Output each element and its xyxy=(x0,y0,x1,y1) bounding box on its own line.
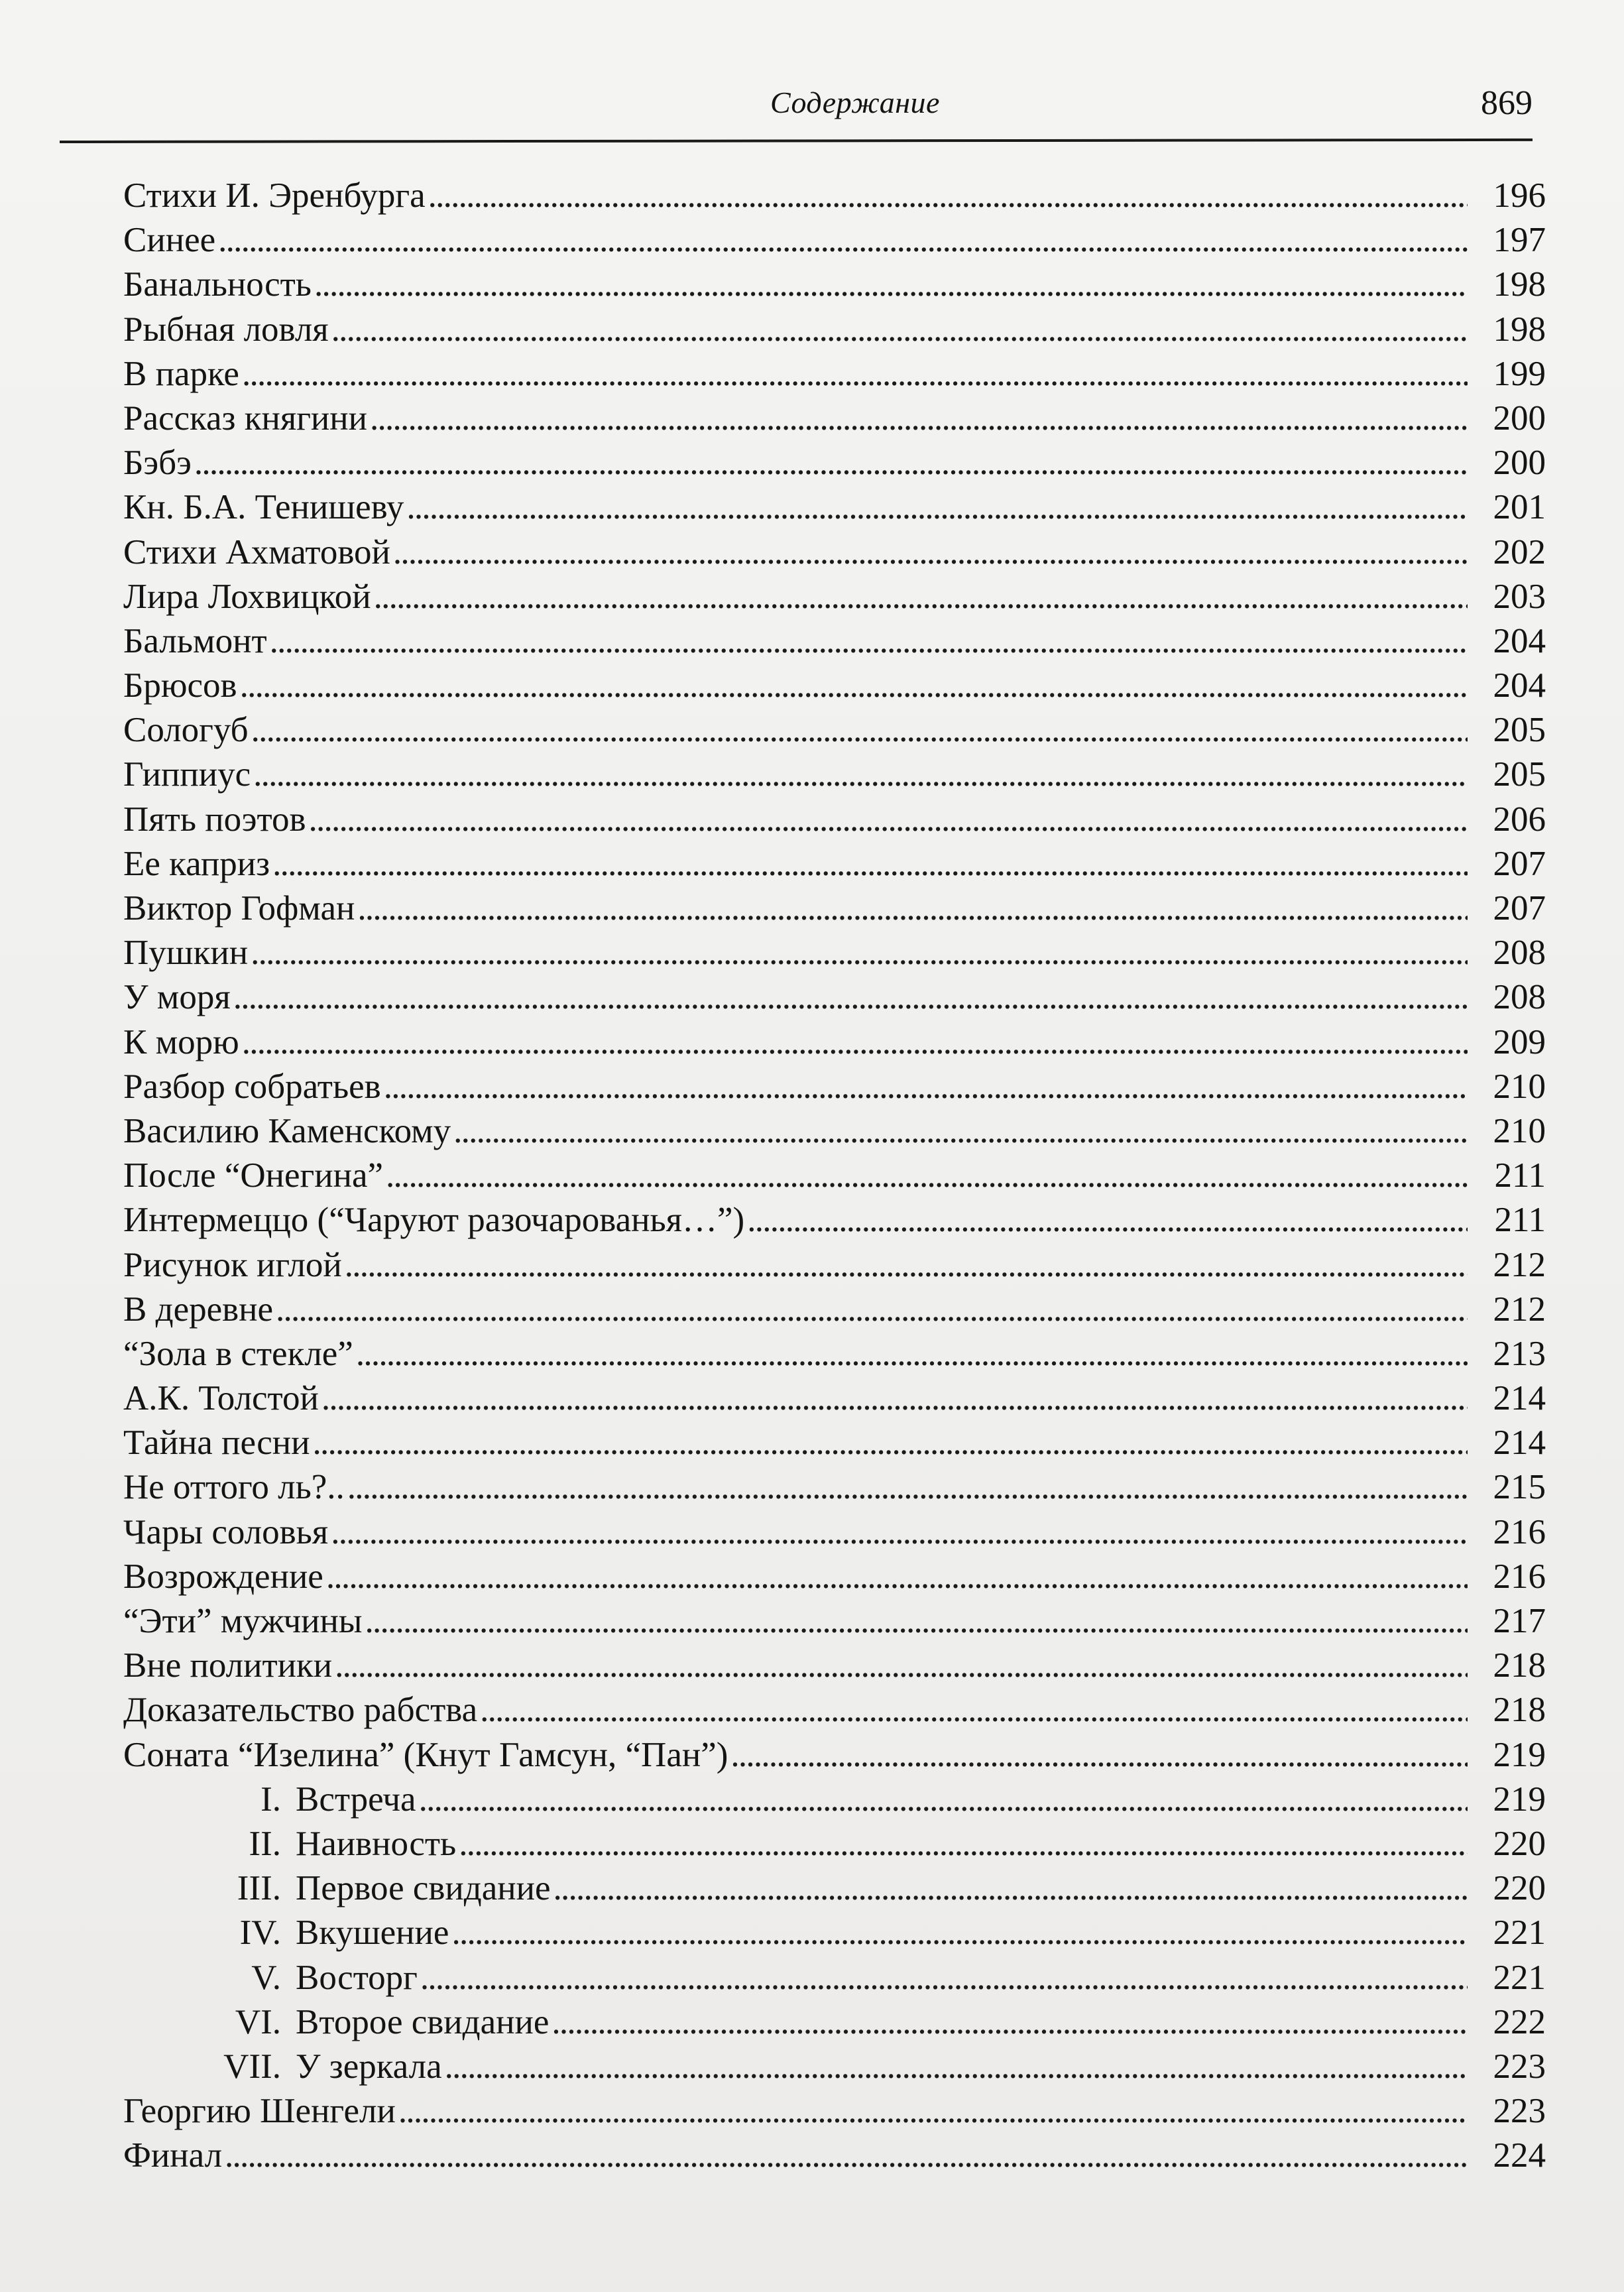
toc-leader-dots xyxy=(356,1332,1468,1376)
toc-entry-left xyxy=(123,1911,449,1955)
toc-entry-title: Вкушение xyxy=(296,1913,449,1953)
toc-entry-left xyxy=(123,2045,442,2089)
toc-entry-page: 218 xyxy=(1493,1691,1546,1730)
toc-entry-title: Наивность xyxy=(296,1824,457,1863)
toc-roman-numeral: VII. xyxy=(223,2047,281,2086)
toc-entry-page: 218 xyxy=(1493,1646,1546,1685)
toc-entry-title: Второе свидание xyxy=(296,2002,550,2041)
toc-entry[interactable] xyxy=(123,1332,1555,1376)
toc-entry-title: У зеркала xyxy=(296,2047,442,2086)
header-rule xyxy=(60,139,1533,143)
toc-entry-left xyxy=(123,1465,345,1510)
toc-leader-dots xyxy=(393,530,1468,575)
toc-subentry[interactable] xyxy=(123,1911,1555,1955)
toc-entry-title: Пять поэтов xyxy=(123,800,306,839)
toc-leader-dots xyxy=(451,1911,1468,1955)
toc-leader-dots xyxy=(459,1822,1468,1866)
toc-entry-left xyxy=(123,1555,323,1599)
toc-entry-page: 205 xyxy=(1493,755,1546,794)
toc-entry-title: Тайна песни xyxy=(123,1423,310,1463)
toc-entry-left xyxy=(123,664,237,708)
toc-entry-page: 208 xyxy=(1493,978,1546,1017)
toc-entry-title: Доказательство рабства xyxy=(123,1691,478,1730)
toc-entry-left xyxy=(123,218,215,263)
toc-leader-dots xyxy=(406,485,1468,530)
toc-entry[interactable] xyxy=(123,664,1555,708)
toc-entry[interactable] xyxy=(123,975,1555,1020)
toc-leader-dots xyxy=(747,1198,1468,1242)
toc-leader-dots xyxy=(374,575,1468,619)
toc-entry-left xyxy=(123,1510,328,1555)
toc-entry-page: 214 xyxy=(1493,1379,1546,1418)
toc-entry[interactable] xyxy=(123,1644,1555,1688)
toc-entry-page: 222 xyxy=(1493,2002,1546,2041)
toc-entry-left xyxy=(123,575,371,619)
toc-leader-dots xyxy=(345,1243,1468,1288)
toc-entry-page: 213 xyxy=(1493,1334,1546,1373)
toc-entry-title: Бальмонт xyxy=(123,621,267,660)
toc-entry-page: 199 xyxy=(1493,354,1546,393)
toc-leader-dots xyxy=(225,2134,1468,2178)
table-of-contents xyxy=(123,174,1555,2178)
toc-entry-title: Василию Каменскому xyxy=(123,1111,451,1150)
toc-leader-dots xyxy=(240,664,1468,708)
page-number: 869 xyxy=(1481,84,1533,122)
toc-entry-left xyxy=(123,753,251,797)
toc-entry-title: Вне политики xyxy=(123,1646,333,1685)
toc-entry-left xyxy=(123,1020,239,1065)
toc-leader-dots xyxy=(233,975,1468,1020)
toc-entry-left xyxy=(123,1198,744,1242)
toc-entry-title: Первое свидание xyxy=(296,1869,551,1908)
toc-roman-numeral: III. xyxy=(237,1869,281,1908)
toc-entry-left xyxy=(123,931,248,975)
toc-leader-dots xyxy=(551,2000,1468,2045)
toc-entry-page: 214 xyxy=(1493,1423,1546,1463)
toc-leader-dots xyxy=(357,886,1468,931)
toc-entry-left xyxy=(123,708,249,753)
toc-entry[interactable] xyxy=(123,263,1555,307)
toc-entry-left xyxy=(123,1599,362,1644)
toc-entry-left xyxy=(123,352,239,396)
toc-entry[interactable] xyxy=(123,2089,1555,2134)
toc-entry-page: 209 xyxy=(1493,1022,1546,1061)
toc-entry-left xyxy=(123,2000,549,2045)
toc-entry-page: 204 xyxy=(1493,621,1546,660)
toc-entry[interactable] xyxy=(123,485,1555,530)
toc-entry-title: В деревне xyxy=(123,1290,274,1329)
toc-entry-title: Рисунок иглой xyxy=(123,1245,342,1284)
toc-entry-left xyxy=(123,530,390,575)
toc-leader-dots xyxy=(242,1020,1468,1065)
toc-entry-title: В парке xyxy=(123,354,239,393)
toc-entry-title: Рассказ княгини xyxy=(123,398,368,438)
toc-leader-dots xyxy=(218,218,1468,263)
toc-entry-title: “Эти” мужчины xyxy=(123,1602,363,1640)
toc-entry[interactable] xyxy=(123,708,1555,753)
toc-entry-page: 198 xyxy=(1493,310,1546,349)
toc-entry-title: Финал xyxy=(123,2136,223,2175)
toc-subentry[interactable] xyxy=(123,1866,1555,1911)
toc-roman-numeral: I. xyxy=(261,1779,281,1819)
toc-subentry[interactable] xyxy=(123,1822,1555,1866)
toc-entry-title: Интермеццо (“Чаруют разочарованья…”) xyxy=(123,1201,745,1240)
toc-entry-left xyxy=(123,1421,310,1465)
toc-entry[interactable] xyxy=(123,1109,1555,1154)
toc-entry-page: 219 xyxy=(1493,1735,1546,1774)
toc-entry-page: 207 xyxy=(1493,889,1546,928)
toc-entry-page: 212 xyxy=(1493,1245,1546,1284)
toc-entry-page: 211 xyxy=(1494,1201,1546,1240)
toc-leader-dots xyxy=(730,1733,1468,1778)
toc-entry-page: 206 xyxy=(1493,800,1546,839)
toc-leader-dots xyxy=(480,1688,1468,1732)
toc-entry[interactable] xyxy=(123,1154,1555,1198)
toc-entry[interactable] xyxy=(123,1555,1555,1599)
toc-entry[interactable] xyxy=(123,575,1555,619)
toc-leader-dots xyxy=(370,396,1468,441)
toc-subentry[interactable] xyxy=(123,2000,1555,2045)
toc-entry-left xyxy=(123,1332,353,1376)
toc-entry-left xyxy=(123,485,404,530)
toc-entry-page: 220 xyxy=(1493,1869,1546,1908)
toc-entry-left xyxy=(123,1243,342,1288)
toc-entry-left xyxy=(123,174,426,218)
toc-entry[interactable] xyxy=(123,1376,1555,1421)
toc-leader-dots xyxy=(347,1465,1468,1510)
toc-entry-title: Брюсов xyxy=(123,666,237,705)
toc-entry-title: Возрождение xyxy=(123,1557,323,1596)
toc-entry-left xyxy=(123,1822,456,1866)
toc-entry-page: 211 xyxy=(1494,1156,1546,1195)
toc-entry[interactable] xyxy=(123,352,1555,396)
toc-entry-left xyxy=(123,2134,222,2178)
toc-entry-page: 216 xyxy=(1493,1512,1546,1551)
toc-entry[interactable] xyxy=(123,396,1555,441)
toc-entry-page: 204 xyxy=(1493,666,1546,705)
toc-entry-left xyxy=(123,1109,451,1154)
toc-leader-dots xyxy=(308,798,1468,842)
toc-entry[interactable] xyxy=(123,619,1555,664)
toc-entry-title: Гиппиус xyxy=(123,755,251,794)
toc-entry-left xyxy=(123,1866,551,1911)
toc-entry-left xyxy=(123,263,312,307)
toc-entry-page: 202 xyxy=(1493,532,1546,572)
toc-entry-title: Георгию Шенгели xyxy=(123,2092,396,2131)
toc-leader-dots xyxy=(272,842,1468,886)
toc-entry-title: Стихи Ахматовой xyxy=(123,532,390,572)
toc-entry-title: После “Онегина” xyxy=(123,1156,384,1195)
toc-entry[interactable] xyxy=(123,1510,1555,1555)
toc-entry-page: 197 xyxy=(1493,221,1546,260)
toc-entry-left xyxy=(123,1956,418,2000)
running-title: Содержание xyxy=(770,86,940,119)
toc-entry-page: 203 xyxy=(1493,577,1546,616)
toc-roman-numeral: II. xyxy=(249,1824,281,1863)
toc-entry-page: 198 xyxy=(1493,265,1546,304)
toc-entry-page: 200 xyxy=(1493,398,1546,438)
toc-entry-title: Кн. Б.А. Тенишеву xyxy=(123,488,404,527)
toc-entry-title: Стихи И. Эренбурга xyxy=(123,176,426,215)
toc-entry[interactable] xyxy=(123,2134,1555,2178)
toc-entry-title: К морю xyxy=(123,1022,239,1061)
toc-entry-page: 200 xyxy=(1493,444,1546,483)
toc-entry[interactable] xyxy=(123,441,1555,485)
toc-entry[interactable] xyxy=(123,931,1555,975)
toc-entry-left xyxy=(123,2089,396,2134)
toc-leader-dots xyxy=(253,753,1468,797)
toc-leader-dots xyxy=(321,1376,1468,1421)
toc-leader-dots xyxy=(335,1644,1468,1688)
toc-entry-left xyxy=(123,886,355,931)
toc-entry-title: Чары соловья xyxy=(123,1512,329,1551)
toc-entry-page: 210 xyxy=(1493,1111,1546,1150)
toc-entry[interactable] xyxy=(123,1198,1555,1242)
toc-entry-title: Виктор Гофман xyxy=(123,889,355,928)
toc-entry-left xyxy=(123,1733,728,1778)
toc-leader-dots xyxy=(331,308,1468,352)
toc-leader-dots xyxy=(445,2045,1468,2089)
toc-entry-left xyxy=(123,1376,319,1421)
toc-entry-page: 205 xyxy=(1493,711,1546,750)
toc-subentry[interactable] xyxy=(123,2045,1555,2089)
toc-entry-page: 223 xyxy=(1493,2092,1546,2131)
toc-entry-left xyxy=(123,1688,477,1732)
toc-entry[interactable] xyxy=(123,1599,1555,1644)
toc-entry-page: 219 xyxy=(1493,1779,1546,1819)
toc-entry-page: 216 xyxy=(1493,1557,1546,1596)
toc-entry-page: 207 xyxy=(1493,844,1546,883)
toc-entry[interactable] xyxy=(123,1020,1555,1065)
toc-entry-title: Разбор собратьев xyxy=(123,1067,381,1106)
toc-leader-dots xyxy=(251,708,1468,753)
toc-entry-page: 223 xyxy=(1493,2047,1546,2086)
toc-entry-title: Встреча xyxy=(296,1779,416,1819)
toc-entry-left xyxy=(123,1778,416,1822)
toc-entry-title: Пушкин xyxy=(123,934,249,973)
toc-entry-title: Банальность xyxy=(123,265,312,304)
toc-leader-dots xyxy=(420,1956,1468,2000)
toc-entry[interactable] xyxy=(123,308,1555,352)
toc-leader-dots xyxy=(553,1866,1468,1911)
toc-entry[interactable] xyxy=(123,1733,1555,1778)
toc-leader-dots xyxy=(314,263,1468,307)
toc-entry-left xyxy=(123,1288,273,1332)
toc-entry-left xyxy=(123,396,367,441)
toc-entry-title: Соната “Изелина” (Кнут Гамсун, “Пан”) xyxy=(123,1735,728,1774)
toc-leader-dots xyxy=(251,931,1468,975)
toc-entry[interactable] xyxy=(123,1065,1555,1109)
toc-entry-title: Лира Лохвицкой xyxy=(123,577,371,616)
toc-leader-dots xyxy=(384,1065,1468,1109)
toc-leader-dots xyxy=(194,441,1468,485)
toc-entry[interactable] xyxy=(123,886,1555,931)
toc-leader-dots xyxy=(276,1288,1468,1332)
toc-entry[interactable] xyxy=(123,174,1555,218)
toc-entry[interactable] xyxy=(123,842,1555,886)
toc-entry[interactable] xyxy=(123,753,1555,797)
toc-roman-numeral: V. xyxy=(251,1958,281,1997)
toc-entry-title: А.К. Толстой xyxy=(123,1379,319,1418)
toc-roman-numeral: IV. xyxy=(239,1913,281,1953)
toc-leader-dots xyxy=(242,352,1468,396)
toc-entry-title: Не оттого ль?.. xyxy=(123,1468,345,1507)
toc-entry[interactable] xyxy=(123,218,1555,263)
toc-entry-title: У моря xyxy=(123,978,231,1017)
toc-entry-page: 212 xyxy=(1493,1290,1546,1329)
toc-leader-dots xyxy=(326,1555,1468,1599)
toc-entry-title: Восторг xyxy=(296,1958,418,1997)
toc-entry-page: 217 xyxy=(1493,1602,1546,1640)
toc-entry-title: “Зола в стекле” xyxy=(123,1334,353,1373)
toc-entry-title: Синее xyxy=(123,221,216,260)
toc-entry-left xyxy=(123,798,306,842)
toc-entry-page: 210 xyxy=(1493,1067,1546,1106)
toc-leader-dots xyxy=(398,2089,1468,2134)
toc-entry[interactable] xyxy=(123,1288,1555,1332)
toc-entry-left xyxy=(123,1154,383,1198)
toc-entry-left xyxy=(123,441,192,485)
toc-entry[interactable] xyxy=(123,798,1555,842)
toc-entry-page: 196 xyxy=(1493,176,1546,215)
toc-roman-numeral: VI. xyxy=(235,2002,281,2041)
toc-entry-page: 208 xyxy=(1493,934,1546,973)
toc-entry[interactable] xyxy=(123,1465,1555,1510)
toc-entry-title: Бэбэ xyxy=(123,444,192,483)
toc-entry-left xyxy=(123,619,267,664)
toc-leader-dots xyxy=(270,619,1468,664)
toc-leader-dots xyxy=(331,1510,1468,1555)
toc-leader-dots xyxy=(453,1109,1468,1154)
toc-subentry[interactable] xyxy=(123,1956,1555,2000)
toc-entry-left xyxy=(123,1065,381,1109)
toc-leader-dots xyxy=(365,1599,1468,1644)
toc-entry-page: 221 xyxy=(1493,1913,1546,1953)
toc-leader-dots xyxy=(386,1154,1468,1198)
toc-entry-left xyxy=(123,842,270,886)
toc-leader-dots xyxy=(313,1421,1468,1465)
toc-entry-page: 224 xyxy=(1493,2136,1546,2175)
toc-leader-dots xyxy=(419,1778,1468,1822)
toc-entry-page: 221 xyxy=(1493,1958,1546,1997)
toc-entry-left xyxy=(123,308,329,352)
toc-entry[interactable] xyxy=(123,1421,1555,1465)
toc-entry-title: Рыбная ловля xyxy=(123,310,329,349)
toc-entry-page: 201 xyxy=(1493,488,1546,527)
toc-entry-page: 220 xyxy=(1493,1824,1546,1863)
toc-entry[interactable] xyxy=(123,1243,1555,1288)
toc-entry-left xyxy=(123,1644,332,1688)
toc-entry[interactable] xyxy=(123,1688,1555,1732)
page-header xyxy=(60,78,1533,151)
toc-entry[interactable] xyxy=(123,530,1555,575)
toc-entry-title: Ее каприз xyxy=(123,844,270,883)
toc-leader-dots xyxy=(428,174,1468,218)
toc-entry-page: 215 xyxy=(1493,1468,1546,1507)
toc-entry-title: Сологуб xyxy=(123,711,249,750)
toc-subentry[interactable] xyxy=(123,1778,1555,1822)
toc-entry-left xyxy=(123,975,231,1020)
